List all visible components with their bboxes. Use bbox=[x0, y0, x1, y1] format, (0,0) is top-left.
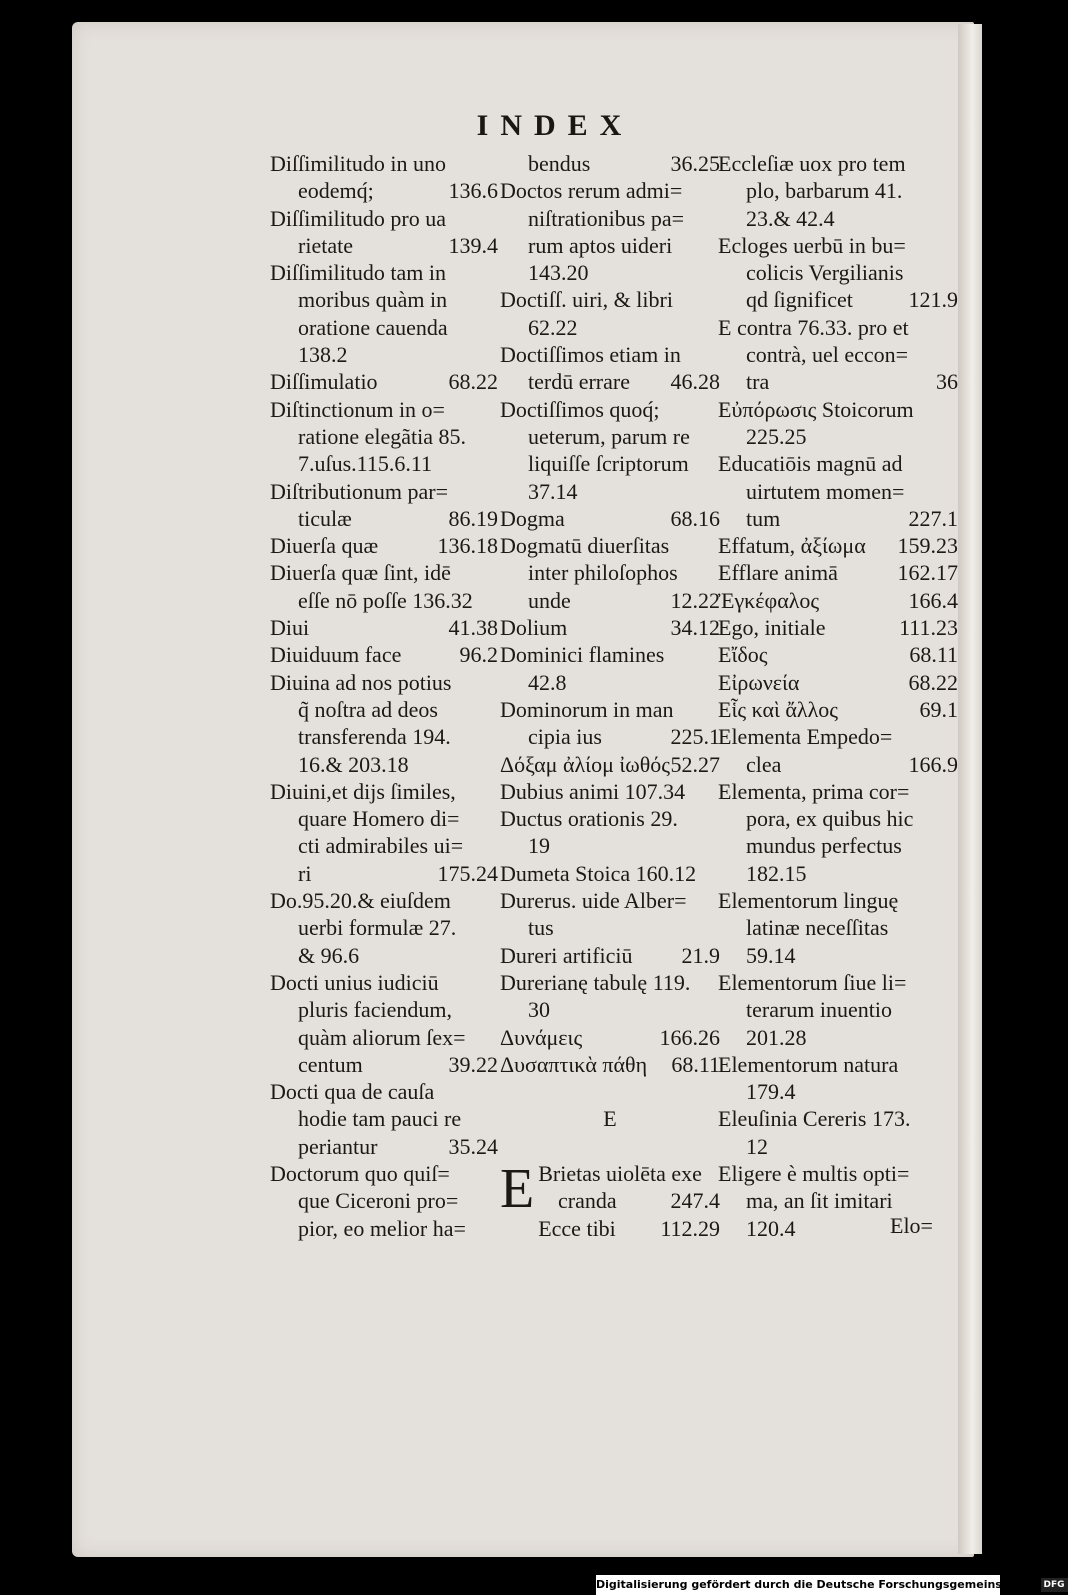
entry-text: Diſſimilitudo in uno bbox=[270, 151, 447, 176]
index-line bbox=[718, 860, 958, 887]
index-line bbox=[270, 1105, 498, 1132]
index-line bbox=[500, 1051, 720, 1078]
entry-text: ri bbox=[298, 860, 312, 886]
index-line bbox=[718, 887, 958, 914]
entry-text: unde bbox=[528, 587, 571, 613]
entry-text: cti admirabiles ui= bbox=[298, 833, 464, 859]
entry-text: 120.4 bbox=[746, 1215, 796, 1241]
index-line bbox=[718, 723, 958, 750]
entry-text: contrà, uel eccon= bbox=[746, 342, 909, 368]
index-line bbox=[270, 478, 498, 505]
index-line bbox=[718, 1133, 958, 1160]
index-line bbox=[500, 532, 720, 559]
entry-reference: 166.26 bbox=[659, 1024, 720, 1050]
index-line bbox=[500, 996, 720, 1023]
entry-text: niſtrationibus pa= bbox=[528, 205, 684, 231]
entry-text: Ἐγκέφαλος bbox=[718, 587, 820, 613]
index-line bbox=[500, 1105, 720, 1132]
entry-text: Doctiſſ. uiri, & libri bbox=[500, 287, 673, 313]
index-line bbox=[500, 805, 720, 832]
entry-text: Durerianę tabulę 119. bbox=[500, 969, 691, 995]
entry-text: Diſſimilitudo tam in bbox=[270, 260, 446, 286]
index-line bbox=[718, 314, 958, 341]
index-line bbox=[718, 478, 958, 505]
index-line bbox=[500, 1024, 720, 1051]
index-line bbox=[718, 669, 958, 696]
index-line bbox=[270, 1187, 498, 1214]
entry-reference: 112.29 bbox=[660, 1215, 720, 1241]
index-line bbox=[500, 559, 720, 586]
entry-text: 201.28 bbox=[746, 1024, 807, 1050]
entry-text: quare Homero di= bbox=[298, 806, 460, 832]
index-line bbox=[718, 805, 958, 832]
entry-text: Diſtinctionum in o= bbox=[270, 396, 445, 422]
index-line bbox=[718, 341, 958, 368]
index-line bbox=[500, 1187, 720, 1214]
index-line bbox=[718, 641, 958, 668]
index-line bbox=[500, 614, 720, 641]
entry-text: Εἴδος bbox=[718, 642, 768, 668]
entry-reference: 12.22 bbox=[670, 587, 720, 613]
entry-text: latinæ neceſſitas bbox=[746, 915, 889, 941]
index-line bbox=[500, 887, 720, 914]
index-line bbox=[270, 177, 498, 204]
index-line bbox=[270, 1051, 498, 1078]
entry-reference: 36.25 bbox=[670, 151, 720, 176]
entry-text: Dubius animi 107.34 bbox=[500, 778, 686, 804]
entry-reference: 36 bbox=[936, 369, 958, 395]
entry-text: Diuerſa quæ bbox=[270, 533, 379, 559]
index-line bbox=[270, 832, 498, 859]
index-line bbox=[500, 942, 720, 969]
index-line bbox=[270, 1215, 498, 1242]
index-line bbox=[270, 505, 498, 532]
entry-reference: 136.6 bbox=[448, 178, 498, 204]
index-line bbox=[718, 232, 958, 259]
index-line bbox=[500, 232, 720, 259]
index-line bbox=[270, 641, 498, 668]
index-line bbox=[270, 1133, 498, 1160]
entry-text: Ecloges uerbū in bu= bbox=[718, 232, 906, 258]
entry-reference: 247.4 bbox=[670, 1188, 720, 1214]
entry-text: mundus perfectus bbox=[746, 833, 902, 859]
entry-reference: 68.16 bbox=[670, 505, 720, 531]
entry-text: 12 bbox=[746, 1133, 768, 1159]
entry-text: Elementorum linguę bbox=[718, 888, 899, 914]
entry-text: terdū errare bbox=[528, 369, 630, 395]
index-line bbox=[500, 450, 720, 477]
index-line bbox=[718, 396, 958, 423]
entry-text: tus bbox=[528, 915, 554, 941]
entry-text: ueterum, parum re bbox=[528, 423, 690, 449]
index-line bbox=[270, 368, 498, 395]
entry-text: Ecce tibi bbox=[538, 1215, 616, 1241]
index-line bbox=[718, 450, 958, 477]
footer-text: Digitalisierung gefördert durch die Deutsche Forschungsgemeinschaft bbox=[596, 1578, 1034, 1591]
index-line bbox=[270, 205, 498, 232]
index-line bbox=[718, 259, 958, 286]
entry-text: tra bbox=[746, 369, 770, 395]
entry-text: Diuiduum face bbox=[270, 642, 402, 668]
entry-text: oratione cauenda bbox=[298, 314, 448, 340]
entry-text: eſſe nō poſſe 136.32 bbox=[298, 587, 473, 613]
entry-text: 59.14 bbox=[746, 942, 796, 968]
index-line bbox=[718, 1160, 958, 1187]
entry-text: ticulæ bbox=[298, 505, 352, 531]
entry-reference: 52.27 bbox=[670, 751, 720, 777]
entry-text: terarum inuentio bbox=[746, 997, 893, 1023]
index-line bbox=[270, 423, 498, 450]
entry-text: 19 bbox=[528, 833, 550, 859]
entry-text: Docti unius iudiciū bbox=[270, 969, 439, 995]
entry-text: Effatum, ἀξίωμα bbox=[718, 533, 866, 559]
entry-reference: 46.28 bbox=[670, 369, 720, 395]
index-line bbox=[718, 778, 958, 805]
index-line bbox=[270, 778, 498, 805]
index-line bbox=[718, 505, 958, 532]
entry-text: Εἰρωνεία bbox=[718, 669, 800, 695]
entry-text: Dolium bbox=[500, 615, 568, 641]
entry-text: tum bbox=[746, 505, 781, 531]
entry-text: centum bbox=[298, 1051, 363, 1077]
entry-text: Doctiſſimos quoq́; bbox=[500, 396, 660, 422]
entry-text: Doctorum quo quiſ= bbox=[270, 1160, 450, 1186]
index-line bbox=[718, 696, 958, 723]
entry-text: Eccleſiæ uox pro tem bbox=[718, 151, 906, 176]
index-line bbox=[270, 1160, 498, 1187]
index-line bbox=[718, 914, 958, 941]
index-line bbox=[500, 751, 720, 778]
index-line bbox=[718, 286, 958, 313]
entry-text: que Ciceroni pro= bbox=[298, 1188, 459, 1214]
entry-text: Dominorum in man bbox=[500, 696, 674, 722]
index-line bbox=[500, 478, 720, 505]
entry-text: uirtutem momen= bbox=[746, 478, 905, 504]
index-line bbox=[718, 177, 958, 204]
entry-reference: 39.22 bbox=[448, 1051, 498, 1077]
dfg-logo: DFG bbox=[1041, 1578, 1068, 1592]
entry-text: liquiſſe ſcriptorum bbox=[528, 451, 689, 477]
index-line bbox=[718, 1187, 958, 1214]
index-line bbox=[500, 177, 720, 204]
entry-text: Diui bbox=[270, 615, 310, 641]
catchword: Elo= bbox=[890, 1213, 933, 1238]
entry-text: Dureri artificiū bbox=[500, 942, 633, 968]
entry-text: Brietas uiolēta exe bbox=[538, 1160, 702, 1186]
entry-text: qd ſignificet bbox=[746, 287, 853, 313]
index-line bbox=[270, 341, 498, 368]
index-line bbox=[718, 205, 958, 232]
entry-text: periantur bbox=[298, 1133, 378, 1159]
index-line bbox=[270, 723, 498, 750]
entry-text: Ductus orationis 29. bbox=[500, 806, 678, 832]
entry-reference: 41.38 bbox=[448, 615, 498, 641]
index-column-1 bbox=[270, 150, 498, 1242]
entry-text: 16.& 203.18 bbox=[298, 751, 409, 777]
entry-text: Eleuſinia Cereris 173. bbox=[718, 1106, 911, 1132]
index-line bbox=[500, 778, 720, 805]
entry-text: Educatiōis magnū ad bbox=[718, 451, 903, 477]
entry-reference: 136.18 bbox=[437, 533, 498, 559]
entry-text: ma, an ſit imitari bbox=[746, 1188, 893, 1214]
entry-reference: 21.9 bbox=[681, 942, 720, 968]
index-line bbox=[270, 1024, 498, 1051]
entry-text: Elementorum natura bbox=[718, 1051, 899, 1077]
index-line bbox=[500, 396, 720, 423]
index-line bbox=[270, 286, 498, 313]
entry-reference: 227.1 bbox=[908, 505, 958, 531]
entry-text: hodie tam pauci re bbox=[298, 1106, 462, 1132]
entry-text: 143.20 bbox=[528, 260, 589, 286]
entry-text: Eligere è multis opti= bbox=[718, 1160, 910, 1186]
entry-reference: 68.11 bbox=[909, 642, 958, 668]
index-line bbox=[500, 259, 720, 286]
entry-reference: 68.22 bbox=[448, 369, 498, 395]
entry-text: bendus bbox=[528, 151, 591, 176]
entry-text: Elementa Empedo= bbox=[718, 724, 893, 750]
entry-text: E contra 76.33. pro et bbox=[718, 314, 909, 340]
entry-text: 30 bbox=[528, 997, 550, 1023]
entry-reference: 139.4 bbox=[448, 232, 498, 258]
index-line bbox=[500, 205, 720, 232]
entry-text: Dumeta Stoica 160.12 bbox=[500, 860, 697, 886]
entry-reference: 34.12 bbox=[670, 615, 720, 641]
entry-text: plo, barbarum 41. bbox=[746, 178, 903, 204]
entry-reference: 68.22 bbox=[908, 669, 958, 695]
entry-text: pior, eo melior ha= bbox=[298, 1215, 466, 1241]
index-line bbox=[500, 1133, 720, 1160]
index-line bbox=[718, 1105, 958, 1132]
entry-reference: 86.19 bbox=[448, 505, 498, 531]
index-line bbox=[718, 614, 958, 641]
entry-reference: 35.24 bbox=[448, 1133, 498, 1159]
entry-text: colicis Vergilianis bbox=[746, 260, 904, 286]
entry-text: 42.8 bbox=[528, 669, 567, 695]
index-line bbox=[500, 150, 720, 177]
index-line bbox=[500, 368, 720, 395]
entry-text: inter philoſophos bbox=[528, 560, 678, 586]
entry-text: Εὐπόρωσις Stoicorum bbox=[718, 396, 914, 422]
index-line bbox=[500, 696, 720, 723]
index-line bbox=[270, 314, 498, 341]
entry-text: transferenda 194. bbox=[298, 724, 451, 750]
entry-reference: 166.9 bbox=[908, 751, 958, 777]
entry-text: pluris faciendum, bbox=[298, 997, 452, 1023]
entry-text: Δόξαμ ἀλίομ ἰωθός bbox=[500, 751, 671, 777]
index-line bbox=[270, 614, 498, 641]
index-line bbox=[500, 314, 720, 341]
index-line bbox=[270, 1078, 498, 1105]
entry-reference: 121.9 bbox=[908, 287, 958, 313]
entry-text: Efflare animā bbox=[718, 560, 838, 586]
entry-text: 62.22 bbox=[528, 314, 578, 340]
entry-text: Dominici flamines bbox=[500, 642, 665, 668]
index-line bbox=[270, 696, 498, 723]
entry-text: Δυνάμεις bbox=[500, 1024, 583, 1050]
entry-text: Doctiſſimos etiam in bbox=[500, 342, 681, 368]
index-line bbox=[270, 887, 498, 914]
entry-text: Dogmatū diuerſitas bbox=[500, 533, 670, 559]
entry-text: rum aptos uideri bbox=[528, 232, 673, 258]
entry-text: uerbi formulæ 27. bbox=[298, 915, 457, 941]
entry-text: clea bbox=[746, 751, 782, 777]
index-line bbox=[718, 423, 958, 450]
index-line bbox=[500, 723, 720, 750]
index-line bbox=[500, 832, 720, 859]
index-line bbox=[270, 669, 498, 696]
index-line bbox=[718, 587, 958, 614]
index-line bbox=[500, 641, 720, 668]
index-line bbox=[270, 942, 498, 969]
index-line bbox=[270, 860, 498, 887]
index-column-3 bbox=[718, 150, 958, 1242]
entry-text: ratione elegãtia 85. bbox=[298, 423, 466, 449]
entry-text: rietate bbox=[298, 232, 353, 258]
index-line bbox=[500, 423, 720, 450]
index-line bbox=[270, 150, 498, 177]
entry-text: 7.uſus.115.6.11 bbox=[298, 451, 433, 477]
index-line bbox=[500, 1078, 720, 1105]
entry-text: 225.25 bbox=[746, 423, 807, 449]
entry-reference: 166.4 bbox=[908, 587, 958, 613]
index-line bbox=[270, 914, 498, 941]
index-line bbox=[718, 942, 958, 969]
funding-footer bbox=[596, 1575, 1065, 1595]
entry-text: 179.4 bbox=[746, 1079, 796, 1105]
index-line bbox=[718, 1051, 958, 1078]
index-line bbox=[500, 669, 720, 696]
index-line bbox=[270, 396, 498, 423]
entry-text: q̃ noſtra ad deos bbox=[298, 696, 438, 722]
entry-reference: 162.17 bbox=[897, 560, 958, 586]
entry-reference: 175.24 bbox=[437, 860, 498, 886]
entry-text: eodemq́; bbox=[298, 178, 374, 204]
entry-reference: 96.2 bbox=[459, 642, 498, 668]
entry-text: Doctos rerum admi= bbox=[500, 178, 683, 204]
index-line bbox=[500, 587, 720, 614]
index-line bbox=[718, 532, 958, 559]
index-line bbox=[718, 751, 958, 778]
index-line bbox=[718, 559, 958, 586]
entry-text: Diſſimulatio bbox=[270, 369, 378, 395]
index-line bbox=[270, 751, 498, 778]
drop-cap-letter: E bbox=[500, 1157, 535, 1220]
entry-text: Elementorum ſiue li= bbox=[718, 969, 907, 995]
entry-text: & 96.6 bbox=[298, 942, 360, 968]
index-line bbox=[270, 587, 498, 614]
entry-text: Do.95.20.& eiuſdem bbox=[270, 888, 451, 914]
index-line bbox=[500, 860, 720, 887]
index-line bbox=[718, 996, 958, 1023]
entry-text: Durerus. uide Alber= bbox=[500, 888, 687, 914]
index-line bbox=[500, 286, 720, 313]
entry-text: 23.& 42.4 bbox=[746, 205, 835, 231]
index-line bbox=[270, 805, 498, 832]
entry-text: 37.14 bbox=[528, 478, 578, 504]
index-line bbox=[500, 341, 720, 368]
index-line bbox=[718, 150, 958, 177]
entry-text: Diuini,et dijs ſimiles, bbox=[270, 778, 456, 804]
index-line bbox=[500, 1215, 720, 1242]
page-header: INDEX bbox=[476, 109, 634, 142]
index-line bbox=[270, 969, 498, 996]
index-line bbox=[718, 969, 958, 996]
entry-text: Dogma bbox=[500, 505, 565, 531]
entry-text: Diſtributionum par= bbox=[270, 478, 448, 504]
entry-text: Docti qua de cauſa bbox=[270, 1079, 435, 1105]
index-line bbox=[718, 1024, 958, 1051]
entry-text: Εἷς καὶ ἄλλος bbox=[718, 696, 838, 722]
entry-text: Δυσαπτικὰ πάθη bbox=[500, 1051, 648, 1077]
index-line bbox=[270, 259, 498, 286]
entry-reference: 159.23 bbox=[897, 533, 958, 559]
index-line bbox=[500, 969, 720, 996]
entry-reference: 69.1 bbox=[919, 696, 958, 722]
entry-reference: 225.1 bbox=[670, 724, 720, 750]
entry-text: cipia ius bbox=[528, 724, 602, 750]
entry-text: quàm aliorum ſex= bbox=[298, 1024, 466, 1050]
index-line bbox=[270, 232, 498, 259]
entry-text: 138.2 bbox=[298, 342, 348, 368]
index-line bbox=[270, 450, 498, 477]
index-line bbox=[718, 368, 958, 395]
index-line bbox=[500, 914, 720, 941]
entry-text: cranda bbox=[558, 1188, 617, 1214]
entry-text: Diuerſa quæ ſint, idē bbox=[270, 560, 451, 586]
entry-text: Elementa, prima cor= bbox=[718, 778, 910, 804]
entry-reference: 111.23 bbox=[899, 615, 958, 641]
index-line bbox=[270, 996, 498, 1023]
entry-text: pora, ex quibus hic bbox=[746, 806, 914, 832]
entry-text: moribus quàm in bbox=[298, 287, 448, 313]
entry-text: Diuina ad nos potius bbox=[270, 669, 452, 695]
index-line bbox=[270, 532, 498, 559]
entry-reference: 68.11 bbox=[671, 1051, 720, 1077]
index-line bbox=[270, 559, 498, 586]
entry-text: Diſſimilitudo pro ua bbox=[270, 205, 446, 231]
entry-text: 182.15 bbox=[746, 860, 807, 886]
index-line bbox=[718, 832, 958, 859]
index-line bbox=[500, 505, 720, 532]
entry-text: Ego, initiale bbox=[718, 615, 826, 641]
entry-text: E bbox=[603, 1106, 617, 1132]
page-edge bbox=[958, 24, 982, 1554]
index-column-2 bbox=[500, 150, 720, 1242]
index-line bbox=[718, 1078, 958, 1105]
